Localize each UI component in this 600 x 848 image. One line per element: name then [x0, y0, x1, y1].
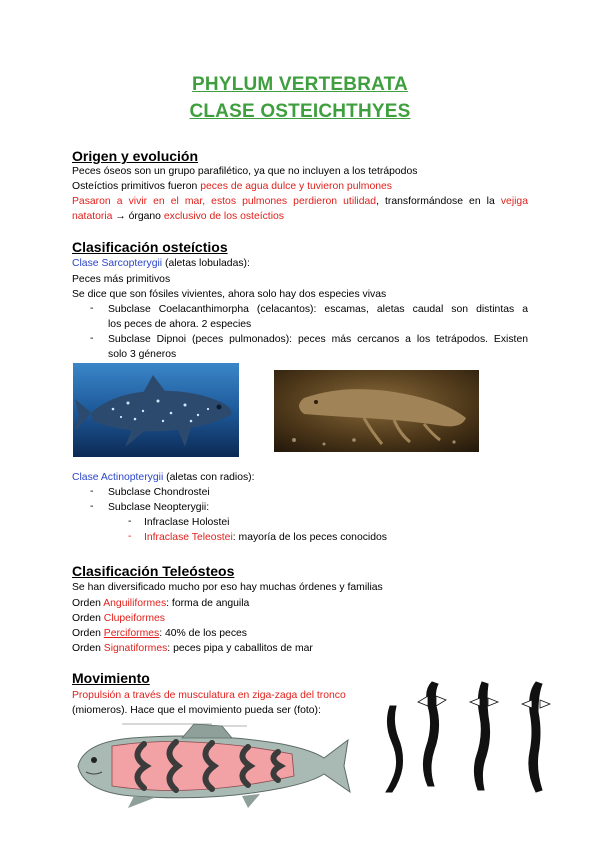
- bullet-dash: -: [90, 333, 94, 344]
- subclase-dipnoi-line2: solo 3 géneros: [108, 349, 177, 360]
- subclase-coelacanth-line1: Subclase Coelacanthimorpha (celacantos): escamas, aletas caudal son distintas a: [108, 304, 528, 315]
- order-signatiformes: Orden Signatiformes: peces pipa y caballitos de mar: [72, 643, 313, 654]
- origen-line-4: natatoria → órgano exclusivo de los osteíctios: [72, 211, 284, 222]
- fossils-line: Se dice que son fósiles vivientes, ahora solo hay dos especies vivas: [72, 289, 387, 300]
- heading-movimiento: Movimiento: [72, 670, 150, 686]
- bullet-dash: -: [90, 303, 94, 314]
- infraclase-teleostei: Infraclase Teleostei: mayoría de los peces conocidos: [144, 532, 387, 543]
- actino-line: Clase Actinopterygii (aletas con radios):: [72, 472, 255, 483]
- movimiento-line-2: (miomeros). Hace que el movimiento pueda ser (foto):: [72, 705, 321, 716]
- order-clupeiformes: Orden Clupeiformes: [72, 613, 165, 624]
- subclase-coelacanth-line2: los peces de ahora. 2 especies: [108, 319, 252, 330]
- bullet-dash: -: [90, 501, 94, 512]
- fish-myomere-illustration: [72, 716, 352, 812]
- bullet-dash: -: [90, 486, 94, 497]
- bullet-dash: -: [128, 516, 132, 527]
- order-anguiliformes: Orden Anguiliformes: forma de anguila: [72, 598, 250, 609]
- origen-line-1: Peces óseos son un grupo parafilético, ya que no incluyen a los tetrápodos: [72, 166, 418, 177]
- bullet-dash: -: [128, 531, 132, 542]
- movimiento-line-1: Propulsión a través de musculatura en ziga-zaga del tronco: [72, 690, 346, 701]
- swimming-sequence-illustration: [370, 676, 562, 800]
- heading-clasificacion: Clasificación osteíctios: [72, 239, 228, 255]
- subclase-dipnoi-line1: Subclase Dipnoi (peces pulmonados): peces más cercanos a los tetrápodos. Existen: [108, 334, 528, 345]
- lungfish-photo: [274, 370, 479, 452]
- title-clase: CLASE OSTEICHTHYES: [189, 101, 411, 122]
- order-perciformes: Orden Perciformes: 40% de los peces: [72, 628, 248, 639]
- heading-teleosteos: Clasificación Teleósteos: [72, 563, 235, 579]
- coelacanth-photo: [73, 363, 239, 457]
- primitive-line: Peces más primitivos: [72, 274, 171, 285]
- infraclase-holostei: Infraclase Holostei: [144, 517, 230, 528]
- teleosteos-intro: Se han diversificado mucho por eso hay muchas órdenes y familias: [72, 582, 383, 593]
- origen-line-3: Pasaron a vivir en el mar, estos pulmones perdieron utilidad, transformándose en la vejiga: [72, 196, 528, 207]
- sarco-line: Clase Sarcopterygii (aletas lobuladas):: [72, 258, 250, 269]
- subclase-chondrostei: Subclase Chondrostei: [108, 487, 210, 498]
- heading-origen: Origen y evolución: [72, 148, 199, 164]
- origen-line-2: Osteíctios primitivos fueron peces de agua dulce y tuvieron pulmones: [72, 181, 392, 192]
- subclase-neopterygii: Subclase Neopterygii:: [108, 502, 210, 513]
- title-phylum: PHYLUM VERTEBRATA: [192, 74, 408, 95]
